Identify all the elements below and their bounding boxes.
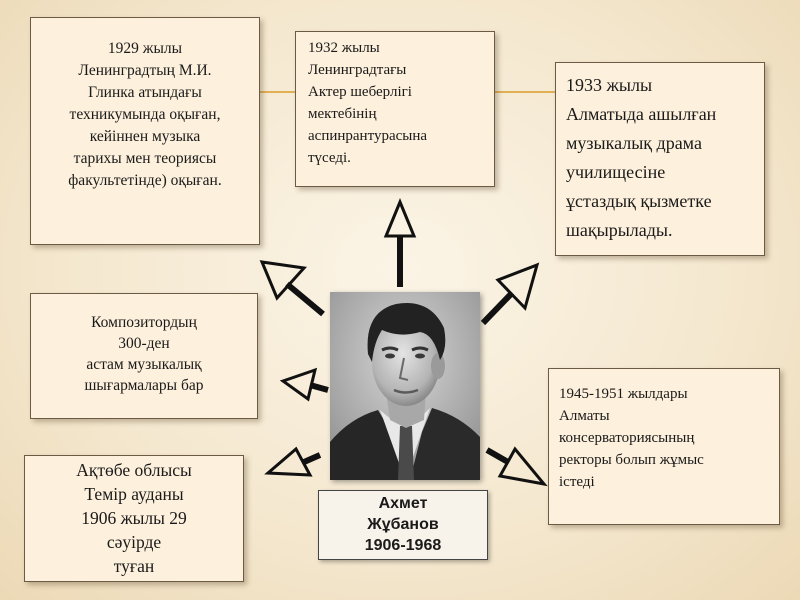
arrow-shafts (287, 236, 512, 462)
arrow-shaft-down-left (304, 455, 320, 462)
box-composer-text: Композитордың 300-ден астам музыкалық шығармалары бар (84, 314, 204, 394)
box-birth-text: Ақтөбе облысы Темір ауданы 1906 жылы 29 сәуірде туған (76, 460, 192, 576)
box-1933-text: 1933 жылы Алматыда ашылған музыкалық драма училищесіне ұстаздық қызметке шақырылады. (566, 75, 717, 240)
arrow-shaft-up-left (287, 284, 323, 314)
arrow-head-left (283, 370, 315, 399)
person-name-and-years: Ахмет Жұбанов 1906-1968 (364, 495, 442, 554)
box-1945-text: 1945-1951 жылдары Алматы консерваториясының ректоры болып жұмыс істеді (559, 386, 704, 490)
arrow-head-up (386, 202, 414, 236)
arrow-shaft-up-right (483, 293, 512, 323)
arrow-head-down-left (268, 449, 310, 475)
box-1932-text: 1932 жылы Ленинградтағы Актер шеберлігі мектебінің аспинрантурасына түседі. (308, 40, 428, 166)
arrow-shaft-down-right (487, 450, 508, 462)
arrow-head-down-right (500, 449, 544, 484)
box-1929-text: 1929 жылы Ленинградтың М.И. Глинка атындағы техникумында оқыған, кейіннен музыка тарихы мен теориясы факультетінде) оқыған. (68, 40, 222, 189)
